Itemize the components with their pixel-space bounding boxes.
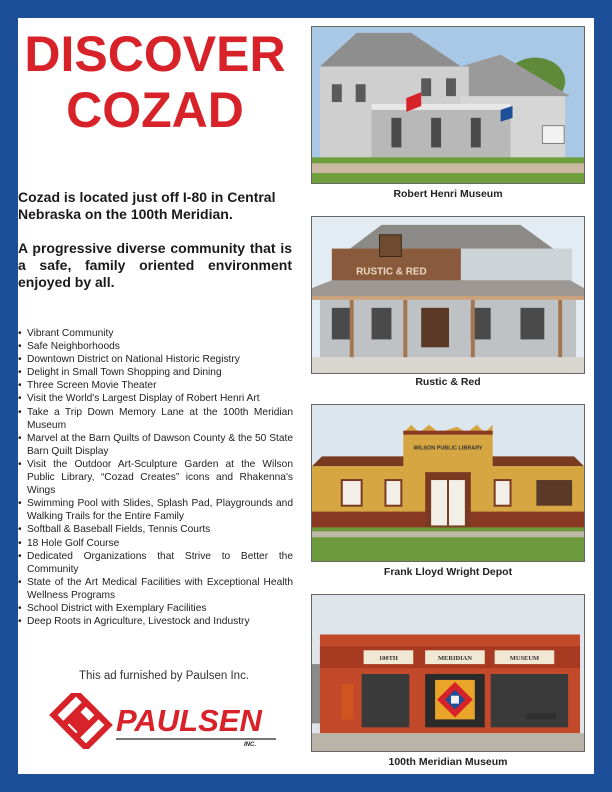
list-item: • Dedicated Organizations that Strive to Better the Community (18, 550, 293, 576)
list-item: • 18 Hole Golf Course (18, 537, 293, 550)
caption-rustic-and-red: Rustic & Red (415, 376, 481, 388)
list-item: • State of the Art Medical Facilities with Exceptional Health Wellness Programs (18, 576, 293, 602)
museum-sign-3: MUSEUM (509, 655, 540, 663)
lead-paragraph-2: A progressive diverse community that is a safe, family oriented environment enjoyed by all. (18, 240, 292, 290)
list-item: • Swimming Pool with Slides, Splash Pad, Playgrounds and Walking Trails for the Entire Family (18, 497, 293, 523)
list-item: • Take a Trip Down Memory Lane at the 100th Meridian Museum (18, 406, 293, 432)
rustic-red-sign: RUSTIC & RED (356, 266, 427, 278)
depot-sign: WILSON PUBLIC LIBRARY (413, 445, 483, 452)
list-item: • Softball & Baseball Fields, Tennis Courts (18, 523, 293, 536)
paulsen-logo (48, 693, 280, 749)
caption-robert-henri-museum: Robert Henri Museum (393, 188, 503, 200)
lead-paragraph-1: Cozad is located just off I-80 in Central Nebraska on the 100th Meridian. (18, 189, 276, 222)
list-item: • Delight in Small Town Shopping and Dining (18, 366, 293, 379)
list-item: • Deep Roots in Agriculture, Livestock and Industry (18, 615, 293, 628)
barn-quilt-icon (435, 680, 475, 719)
feature-list (18, 327, 293, 628)
list-item: • Visit the World's Largest Display of Robert Henri Art (18, 392, 293, 405)
page-title (18, 26, 292, 138)
list-item: • Safe Neighborhoods (18, 340, 293, 353)
caption-frank-lloyd-wright-depot: Frank Lloyd Wright Depot (383, 566, 513, 578)
list-item: • Marvel at the Barn Quilts of Dawson County & the 50 State Barn Quilt Display (18, 432, 293, 458)
photo-rustic-and-red (311, 216, 585, 374)
list-item: • School District with Exemplary Facilities (18, 602, 293, 615)
museum-sign-2: MERIDIAN (437, 655, 472, 663)
logo-text: PAULSEN (116, 703, 262, 738)
list-item: • Vibrant Community (18, 327, 293, 340)
caption-100th-meridian-museum: 100th Meridian Museum (388, 756, 508, 768)
photo-100th-meridian-museum (311, 594, 585, 752)
list-item: • Visit the Outdoor Art-Sculpture Garden at the Wilson Public Library, “Cozad Creates” icons and Rhakenna's Wings (18, 458, 293, 497)
museum-sign-1: 100TH (378, 655, 398, 663)
logo-subtext: INC. (244, 742, 256, 748)
list-item: • Three Screen Movie Theater (18, 379, 293, 392)
photo-robert-henri-museum (311, 26, 585, 184)
title-line-2: COZAD (66, 82, 244, 138)
list-item: • Downtown District on National Historic Registry (18, 353, 293, 366)
sponsor-note: This ad furnished by Paulsen Inc. (78, 670, 250, 682)
paulsen-mark-icon (53, 693, 108, 748)
photo-frank-lloyd-wright-depot (311, 404, 585, 562)
title-line-1: DISCOVER (24, 26, 286, 82)
